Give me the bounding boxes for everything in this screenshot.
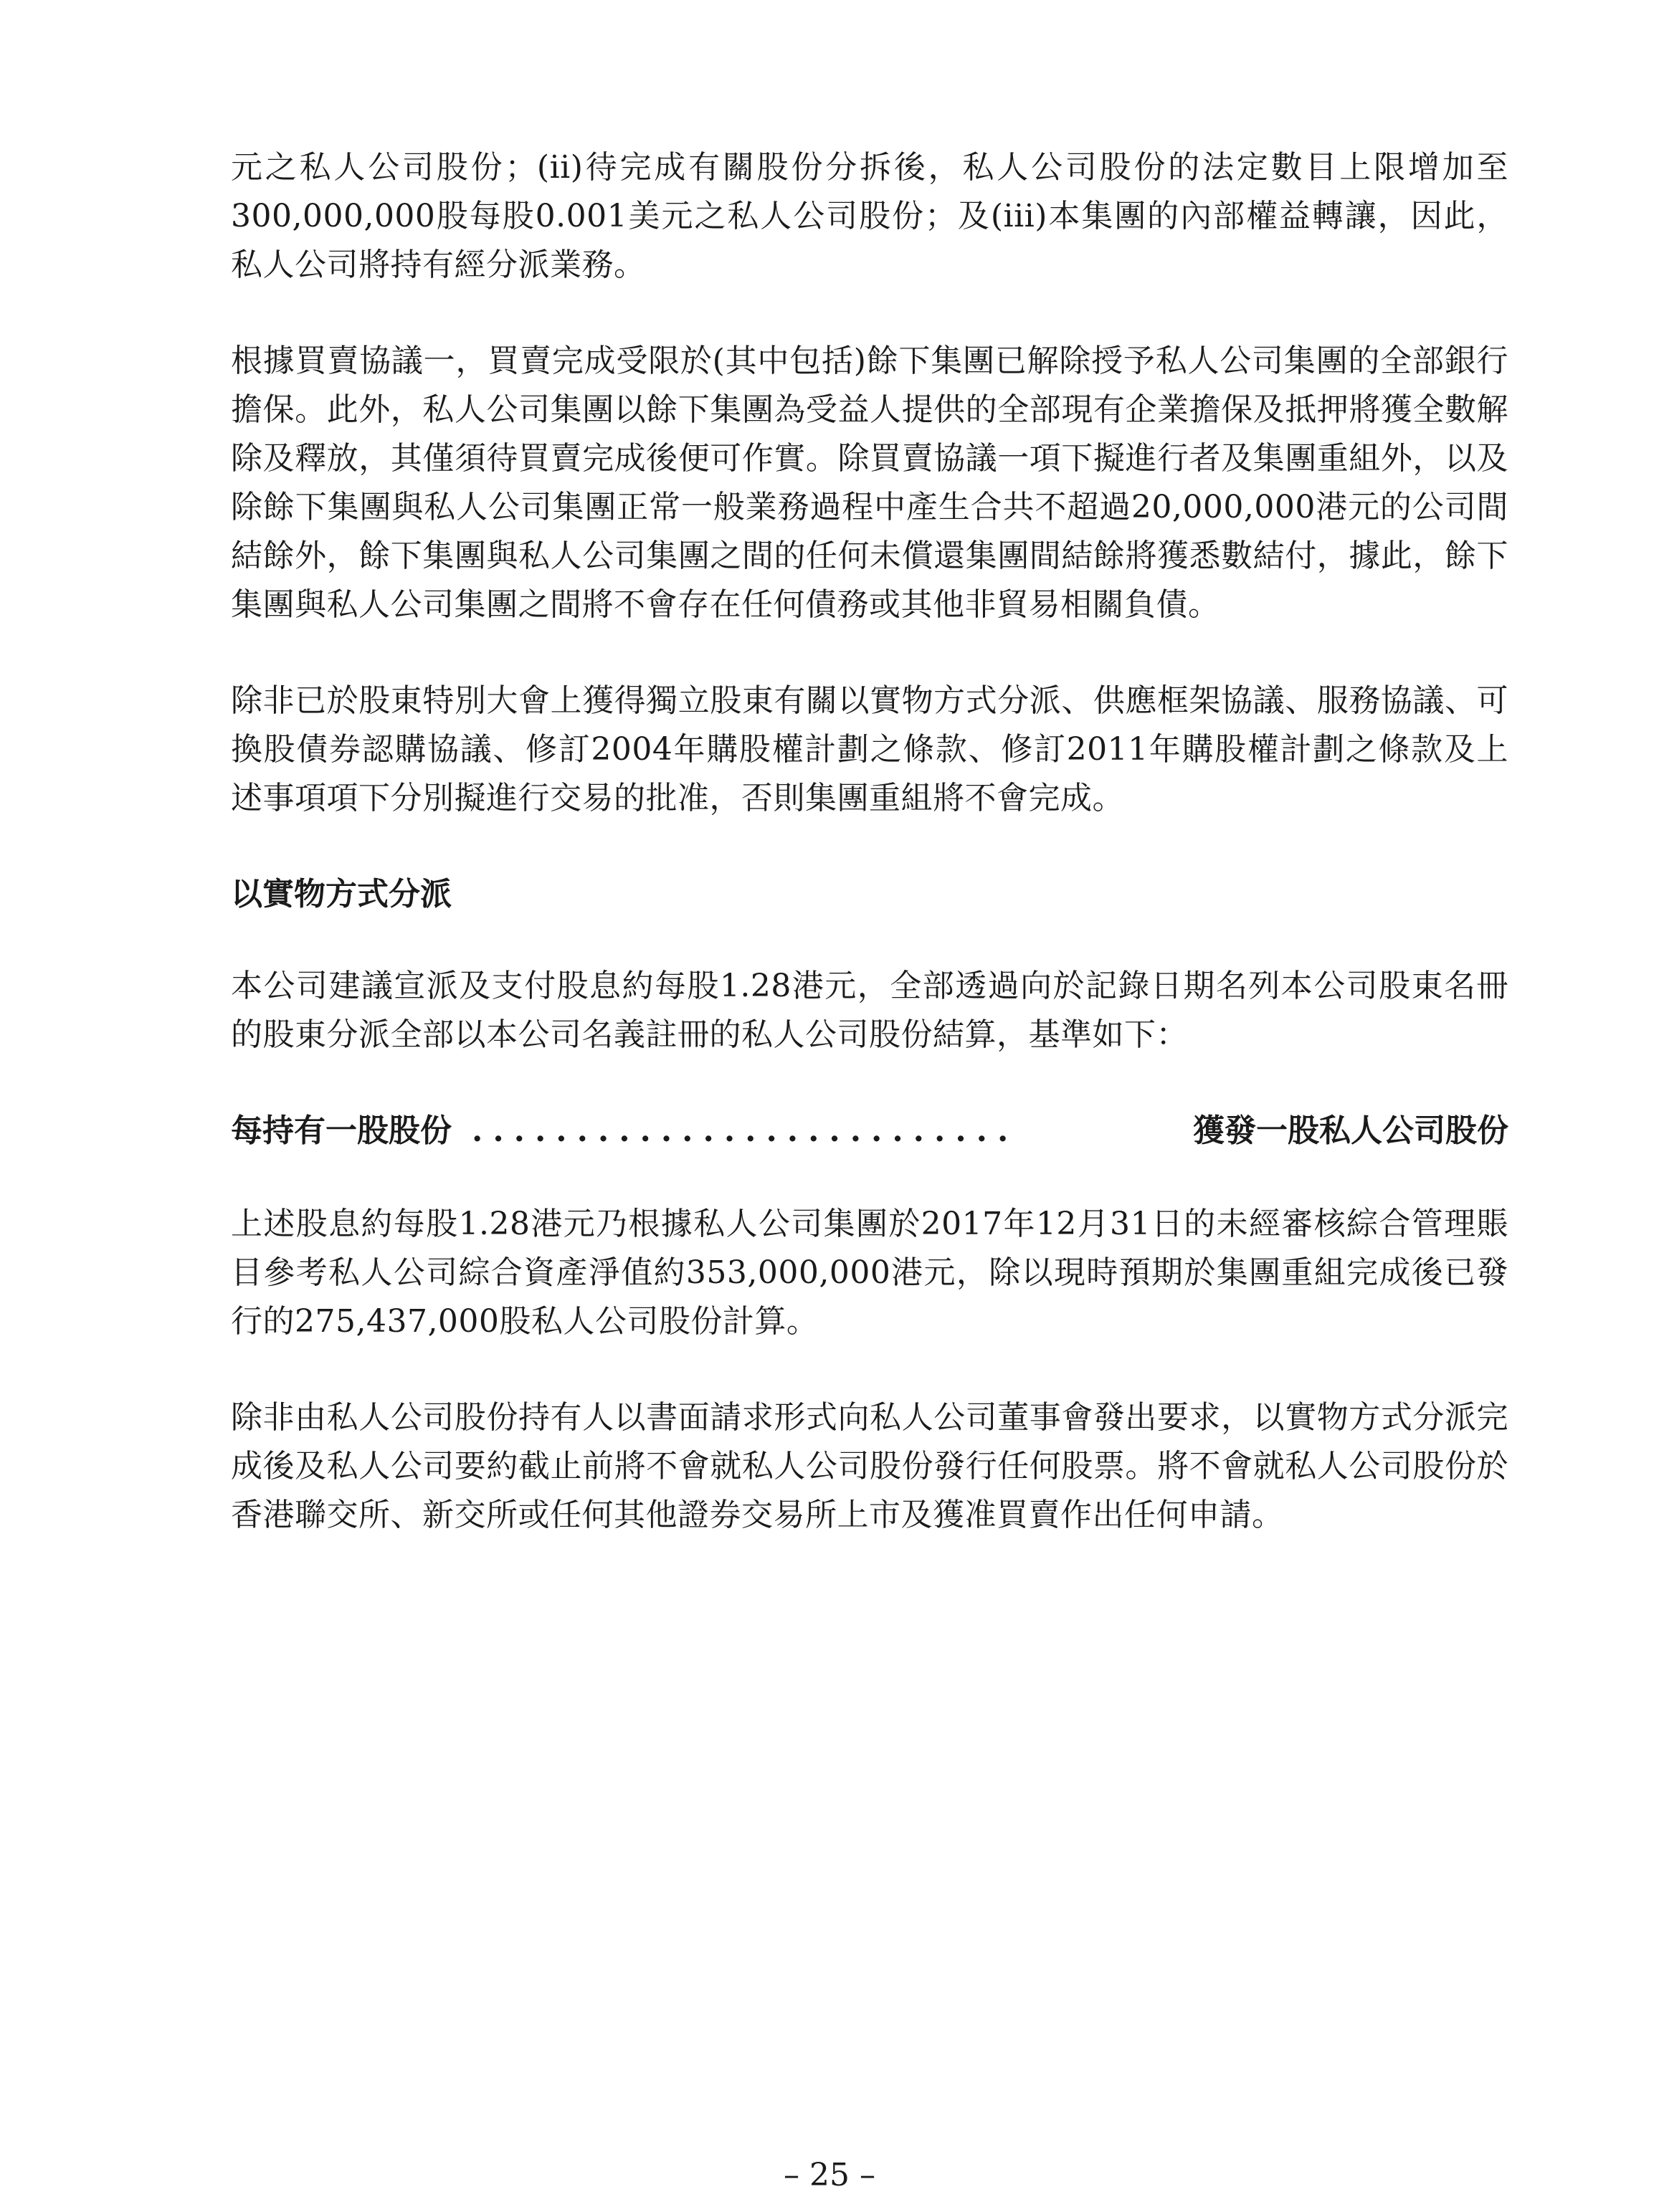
- distribution-basis-left: 每持有一股股份: [231, 1112, 452, 1149]
- paragraph-approval-condition: 除非已於股東特別大會上獲得獨立股東有關以實物方式分派、供應框架協議、服務協議、可換股債券認購協議、修訂2004年購股權計劃之條款、修訂2011年購股權計劃之條款及上述事項項下分別擬進行交易的批准，否則集團重組將不會完成。: [231, 682, 1508, 816]
- page-number: – 25 –: [784, 2157, 875, 2193]
- paragraph-dividend-basis: 上述股息約每股1.28港元乃根據私人公司集團於2017年12月31日的未經審核綜合管理賬目參考私人公司綜合資產淨值約353,000,000港元，除以現時預期於集團重組完成後已發行的275,437,000股私人公司股份計算。: [231, 1206, 1508, 1340]
- paragraph-share-subdivision: 元之私人公司股份；(ii)待完成有關股份分拆後，私人公司股份的法定數目上限增加至300,000,000股每股0.001美元之私人公司股份；及(iii)本集團的內部權益轉讓，因此，私人公司將持有經分派業務。: [231, 149, 1508, 283]
- distribution-basis-right: 獲發一股私人公司股份: [1193, 1112, 1508, 1149]
- paragraph-sale-agreement: 根據買賣協議一，買賣完成受限於(其中包括)餘下集團已解除授予私人公司集團的全部銀行擔保。此外，私人公司集團以餘下集團為受益人提供的全部現有企業擔保及抵押將獲全數解除及釋放，其僅須待買賣完成後便可作實。除買賣協議一項下擬進行者及集團重組外，以及除餘下集團與私人公司集團正常一般業務過程中產生合共不超過20,000,000港元的公司間結餘外，餘下集團與私人公司集團之間的任何未償還集團間結餘將獲悉數結付，據此，餘下集團與私人公司集團之間將不會存在任何債務或其他非貿易相關負債。: [231, 343, 1508, 623]
- paragraph-share-certificates: 除非由私人公司股份持有人以書面請求形式向私人公司董事會發出要求，以實物方式分派完成後及私人公司要約截止前將不會就私人公司股份發行任何股票。將不會就私人公司股份於香港聯交所、新交所或任何其他證券交易所上市及獲准買賣作出任何申請。: [231, 1399, 1508, 1533]
- section-heading: 以實物方式分派: [231, 876, 452, 912]
- distribution-basis-line: [231, 1107, 1508, 1155]
- paragraph-dividend-proposal: 本公司建議宣派及支付股息約每股1.28港元，全部透過向於記錄日期名列本公司股東名冊的股東分派全部以本公司名義註冊的私人公司股份結算，基準如下：: [231, 968, 1508, 1053]
- dot-leader: ..........................: [472, 1112, 1019, 1149]
- document-body: [231, 143, 1508, 1587]
